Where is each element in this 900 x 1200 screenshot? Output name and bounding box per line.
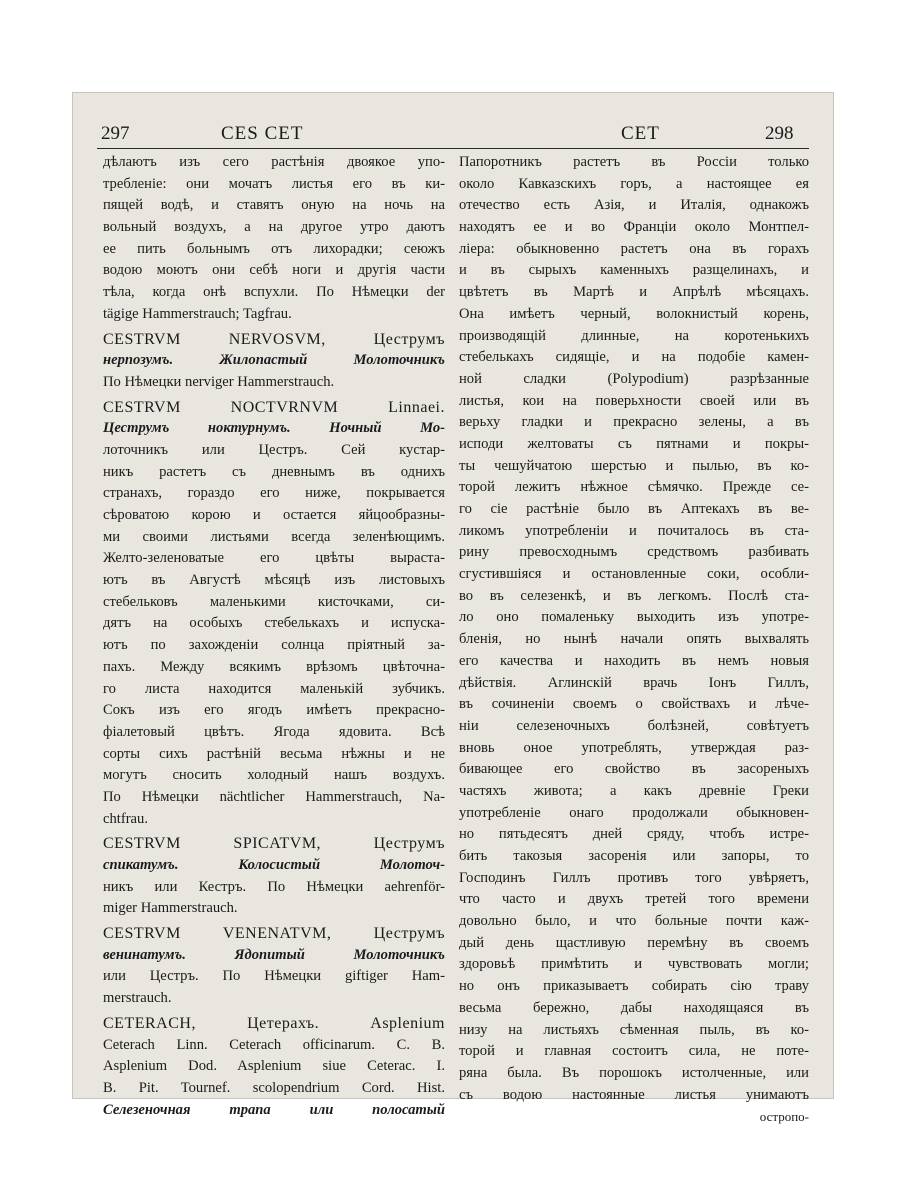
text-line: ее пить больнымъ отъ лихорадки; сеюжъ bbox=[103, 240, 445, 257]
text-line: Желто-зеленоватые его цвѣты выраста- bbox=[103, 550, 445, 567]
left-column bbox=[103, 152, 445, 1121]
text-line: никъ растетъ съ дневнымъ въ однихъ bbox=[103, 463, 445, 480]
text-line: merstrauch. bbox=[103, 990, 172, 1007]
text-line: или Цестръ. По Нѣмецки giftiger Ham- bbox=[103, 968, 445, 985]
text-line: стебелькахъ сидящіе, и на подобіе камен- bbox=[459, 349, 809, 366]
text-line: лоточникъ или Цестръ. Сей кустар- bbox=[103, 441, 445, 458]
right-page-number: 298 bbox=[765, 123, 794, 144]
text-line: Ceterach Linn. Ceterach officinarum. C. B. bbox=[103, 1036, 445, 1053]
text-line: около Кавказскихъ горъ, а настоящее ея bbox=[459, 175, 809, 192]
right-column bbox=[459, 152, 809, 1128]
text-line: венинатумъ. Ядопитый Молоточникъ bbox=[103, 946, 445, 963]
text-line: въ сочиненіи своемъ о свойствахъ и лѣче- bbox=[459, 696, 809, 713]
text-line: могутъ сносить холодный нашъ воздухъ. bbox=[103, 767, 445, 784]
text-line: частяхъ живота; а какъ древніе Греки bbox=[459, 782, 809, 799]
text-line: По Нѣмецки nerviger Hammerstrauch. bbox=[103, 373, 335, 390]
text-line: верьху гладки и прекрасно зелены, а въ bbox=[459, 414, 809, 431]
text-line: находятъ ее и во Франціи около Монтпел- bbox=[459, 219, 809, 236]
text-line: и въ сырыхъ каменныхъ разщелинахъ, и bbox=[459, 262, 809, 279]
text-line: водою моютъ они себѣ ноги и другія части bbox=[103, 262, 445, 279]
text-line: исподи желтоваты съ пятнами и покры- bbox=[459, 435, 809, 452]
text-line: ты чешуйчатою шерстью и пылью, въ ко- bbox=[459, 457, 809, 474]
text-line: здоровьѣ примѣтить и чувствовать могли; bbox=[459, 956, 809, 973]
header-rule bbox=[97, 148, 809, 149]
text-line: его качества и находить въ немъ новыя bbox=[459, 652, 809, 669]
text-line: дѣлаютъ изъ сего растѣнія двоякое упо- bbox=[103, 154, 445, 170]
text-line: ліера: обыкновенно растетъ она въ горахъ bbox=[459, 240, 809, 257]
text-line: съ водою настоянные листья унимаютъ bbox=[459, 1086, 809, 1103]
text-line: никъ или Кестръ. По Нѣмецки aehrenför- bbox=[103, 878, 445, 895]
text-line: но пятьдесятъ дней сряду, чтобъ истре- bbox=[459, 826, 809, 843]
catchword: остропо- bbox=[759, 1109, 809, 1125]
text-line: сѣроватою корою и остается яйцообразны- bbox=[103, 507, 445, 523]
text-line: весьма бережно, дабы находящаяся въ bbox=[459, 999, 809, 1016]
text-line: B. Pit. Tournef. scolopendrium Cord. Hist. bbox=[103, 1079, 445, 1096]
text-line: дый день щастливую перемѣну въ своемъ bbox=[459, 934, 809, 951]
text-line: ютъ по захожденіи солнца пріятный за- bbox=[103, 637, 445, 654]
text-line: требленіе: они мочатъ листья его въ ки- bbox=[103, 175, 445, 192]
text-line: Цеструмъ ноктурнумъ. Ночный Мо- bbox=[103, 420, 445, 437]
text-line: спикатумъ. Колосистый Молоточ- bbox=[103, 857, 445, 873]
text-line: употребленіе онаго продолжали обыкновен- bbox=[459, 804, 809, 821]
text-line: По Нѣмецки nächtlicher Hammerstrauch, Na- bbox=[103, 788, 445, 805]
text-line: вольный воздухъ, а на другое утро даютъ bbox=[103, 219, 445, 236]
text-line: цвѣтетъ въ Мартѣ и Апрѣлѣ мѣсяцахъ. bbox=[459, 284, 809, 301]
entry-heading: CESTRVM SPICATVM, Цеструмъ bbox=[103, 835, 445, 853]
text-line: торой лежитъ нѣжное сѣмячко. Прежде се- bbox=[459, 479, 809, 496]
text-line: Сокъ изъ его ягодъ имѣетъ прекрасно- bbox=[103, 702, 445, 719]
text-line: бивающее его свойство въ засореныхъ bbox=[459, 761, 809, 778]
entry-heading: CESTRVM VENENATVM, Цеструмъ bbox=[103, 925, 445, 943]
left-page-number: 297 bbox=[101, 123, 130, 144]
entry-heading: CETERACH, Цетерахъ. Asplenium bbox=[103, 1014, 445, 1032]
text-line: tägige Hammerstrauch; Tagfrau. bbox=[103, 305, 292, 322]
text-line: фіалетовый цвѣтъ. Ягода ядовита. Всѣ bbox=[103, 723, 445, 740]
text-line: сорты сихъ растѣній весьма нѣжны и не bbox=[103, 745, 445, 762]
text-line: довольно было, и что больные почти каж- bbox=[459, 913, 809, 930]
text-line: го листа находится маленькій зубчикъ. bbox=[103, 680, 445, 697]
text-line: ютъ въ Августѣ мѣсяцѣ изъ листовыхъ bbox=[103, 572, 445, 589]
text-line: рину превосходнымъ средствомъ разбивать bbox=[459, 544, 809, 561]
text-line: Господинъ Гиллъ противъ того увѣряетъ, bbox=[459, 869, 809, 886]
text-line: го сіе растѣніе было въ Аптекахъ въ ве- bbox=[459, 501, 809, 517]
text-line: нерпозумъ. Жилопастый Молоточникъ bbox=[103, 352, 445, 369]
text-line: странахъ, гораздо его ниже, покрывается bbox=[103, 485, 445, 502]
text-line: сгустившіяся и остановленные соки, особли- bbox=[459, 566, 809, 583]
text-line: тѣла, когда онѣ вспухли. По Нѣмецки der bbox=[103, 284, 445, 301]
entry-heading: CESTRVM NOCTVRNVM Linnaei. bbox=[103, 398, 445, 416]
right-running-head: CET bbox=[621, 123, 660, 144]
text-line: ніи селезеночныхъ болѣзней, совѣтуетъ bbox=[459, 717, 809, 734]
text-line: торой и главная состоитъ сила, не поте- bbox=[459, 1043, 809, 1060]
text-line: Она имѣетъ черный, волокнистый корень, bbox=[459, 305, 809, 322]
text-line: бленія, но нынѣ начали опять выхвалять bbox=[459, 631, 809, 648]
entry-heading: CESTRVM NERVOSVM, Цеструмъ bbox=[103, 330, 445, 348]
text-line: вновь оное употреблять, утверждая раз- bbox=[459, 739, 809, 756]
text-line: отечество есть Азія, и Италія, однакожъ bbox=[459, 197, 809, 214]
text-line: бить такозыя засоренія или запоры, то bbox=[459, 848, 809, 864]
text-line: ликомъ употребленіи и почиталось въ ста- bbox=[459, 522, 809, 539]
text-line: пахъ. Между всякимъ врѣзомъ цвѣточна- bbox=[103, 658, 445, 675]
text-line: дятъ на особыхъ стебелькахъ и испуска- bbox=[103, 615, 445, 632]
text-line: дѣйствія. Аглинскій врачь Іонъ Гиллъ, bbox=[459, 674, 809, 691]
text-line: Селезеночная трапа или полосатый bbox=[103, 1101, 445, 1118]
text-line: ной сладки (Polypodium) разрѣзанные bbox=[459, 370, 809, 387]
left-running-head: CES CET bbox=[221, 123, 304, 144]
text-line: Asplenium Dod. Asplenium siue Ceterac. I. bbox=[103, 1058, 445, 1075]
text-line: Папоротникъ растетъ въ Россіи только bbox=[459, 154, 809, 170]
text-line: пящей водѣ, и ставятъ оную на ночь на bbox=[103, 197, 445, 214]
page-header bbox=[73, 123, 835, 147]
text-line: что часто и двухъ третей того времени bbox=[459, 891, 809, 908]
text-line: стебельковъ маленькими кисточками, си- bbox=[103, 593, 445, 610]
text-line: во въ селезенкѣ, и въ легкомъ. Послѣ ста- bbox=[459, 587, 809, 604]
text-line: низу на листьяхъ сѣменная пыль, въ ко- bbox=[459, 1021, 809, 1038]
text-line: производящій длинные, на коротенькихъ bbox=[459, 327, 809, 344]
text-line: ло оно помаленьку выходить изъ употре- bbox=[459, 609, 809, 626]
text-line: но онъ приказываетъ собирать сію траву bbox=[459, 978, 809, 995]
text-line: miger Hammerstrauch. bbox=[103, 900, 238, 917]
book-page bbox=[72, 92, 834, 1125]
text-line: ряна была. Въ порошокъ истолченные, или bbox=[459, 1064, 809, 1081]
text-line: chtfrau. bbox=[103, 810, 148, 827]
text-line: листья, кои на поверьхности своей или въ bbox=[459, 392, 809, 409]
text-line: ми своими листьями всегда зеленѣющимъ. bbox=[103, 528, 445, 545]
